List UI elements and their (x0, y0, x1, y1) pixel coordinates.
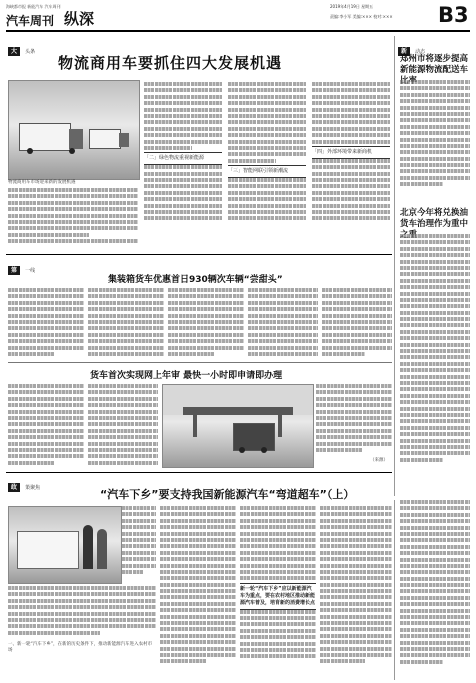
story2-col3 (316, 384, 392, 454)
quote-smart-connected: 「三」智能网联引领新潮流 (228, 165, 306, 178)
masthead-small: 海峡都市报 新能汽车 汽车周刊 (6, 4, 61, 9)
page-number: B3 (438, 3, 469, 27)
section3-col5 (400, 500, 470, 678)
wheel-icon (27, 148, 33, 154)
section3-tag: 政 (8, 483, 20, 492)
banner (17, 531, 79, 569)
wheel-icon (239, 447, 245, 453)
section3-pull-quote: 新一轮“汽车下乡”应以新能源汽车为重点，要在农村地区推动新能源汽车普及，培育新的消费增长点 (240, 583, 316, 610)
section2-tag-text: 一线 (25, 268, 36, 274)
quote-green-logistics: 「二」绿色物流重视新能源 (144, 152, 222, 165)
header-rule (6, 30, 470, 32)
story1-col2 (88, 288, 164, 358)
section2-label (8, 257, 35, 276)
top-story-label (8, 38, 35, 57)
section-title: 纵深 (64, 10, 95, 28)
story-divider (8, 362, 392, 363)
section3-tag-text: 策聚焦 (25, 485, 41, 491)
story2-title: 货车首次实现网上年审 最快一小时即申请即办理 (90, 371, 283, 381)
section3-right-divider (394, 500, 395, 680)
sidebar-tag: 新 (398, 47, 410, 56)
toll-station-photo (162, 384, 314, 468)
sidebar-item2-body (400, 234, 470, 496)
story1-title: 集装箱货车优惠首日930辆次车辆“尝甜头” (108, 275, 283, 285)
top-story-col3 (228, 82, 306, 250)
issue-date: 2019年4月19日 星期五 (330, 4, 374, 9)
sidebar-item1-body (400, 80, 470, 202)
photo-side-text (122, 506, 156, 582)
truck-body (19, 123, 71, 151)
story1-col1 (8, 288, 84, 358)
event-photo-caption: 一、新一轮“汽车下乡”，在新的历史条件下，推动新能源汽车进入农村市场 (8, 642, 153, 653)
truck-cab (69, 129, 83, 149)
wheel-icon (69, 148, 75, 154)
toll-canopy (183, 407, 293, 415)
sidebar-divider (394, 36, 395, 496)
top-photo-caption: 物流商用车市场迎来新的发展机遇 (8, 180, 76, 185)
top-story-tag: 大 (8, 47, 20, 56)
section3-col4 (320, 506, 392, 678)
story1-col4 (248, 288, 318, 358)
story1-col3 (168, 288, 244, 358)
story2-col1 (8, 384, 84, 468)
truck-photo (8, 80, 140, 180)
section2-tag: 第 (8, 266, 20, 275)
quote-external-environment: 「四」外部环境带来新商机 (312, 146, 390, 159)
top-story-headline: 物流商用车要抓住四大发展机遇 (58, 54, 283, 72)
sidebar-item2-title: 北京今年将兑换油货车治理作为重中 (400, 208, 469, 229)
toll-pillar (278, 415, 282, 437)
top-story-col2 (144, 82, 222, 250)
section3-label (8, 474, 40, 493)
editor-credits: 责编:李小军 美编:××× 校对:××× (330, 14, 393, 19)
section3-title: “汽车下乡”要支持我国新能源汽车“弯道超车”（上） (100, 488, 355, 501)
section3-col3 (240, 506, 316, 678)
section3-rule (6, 472, 392, 473)
sidebar-item1-title: 郑州市将逐步提高新能源物流配送车 (400, 54, 469, 75)
masthead-title: 汽车周刊 (6, 14, 55, 28)
top-story-col4 (312, 82, 390, 250)
top-story-col1 (8, 188, 138, 250)
event-photo (8, 506, 122, 584)
story1-col5 (322, 288, 392, 358)
section3-col2 (160, 506, 236, 678)
section3-col1 (8, 586, 156, 638)
top-story-tag-text: 头条 (25, 49, 36, 55)
story2-col2 (88, 384, 158, 468)
section2-rule (6, 254, 392, 255)
truck-body-2 (89, 129, 121, 149)
truck-cab-2 (119, 133, 129, 147)
sidebar-tag-text: 动态 (415, 49, 426, 55)
person-figure (97, 529, 107, 569)
person-figure (83, 525, 93, 569)
page-header (0, 0, 476, 30)
story2-source: （来源） (370, 458, 388, 463)
wheel-icon (261, 447, 267, 453)
toll-pillar (193, 415, 197, 437)
